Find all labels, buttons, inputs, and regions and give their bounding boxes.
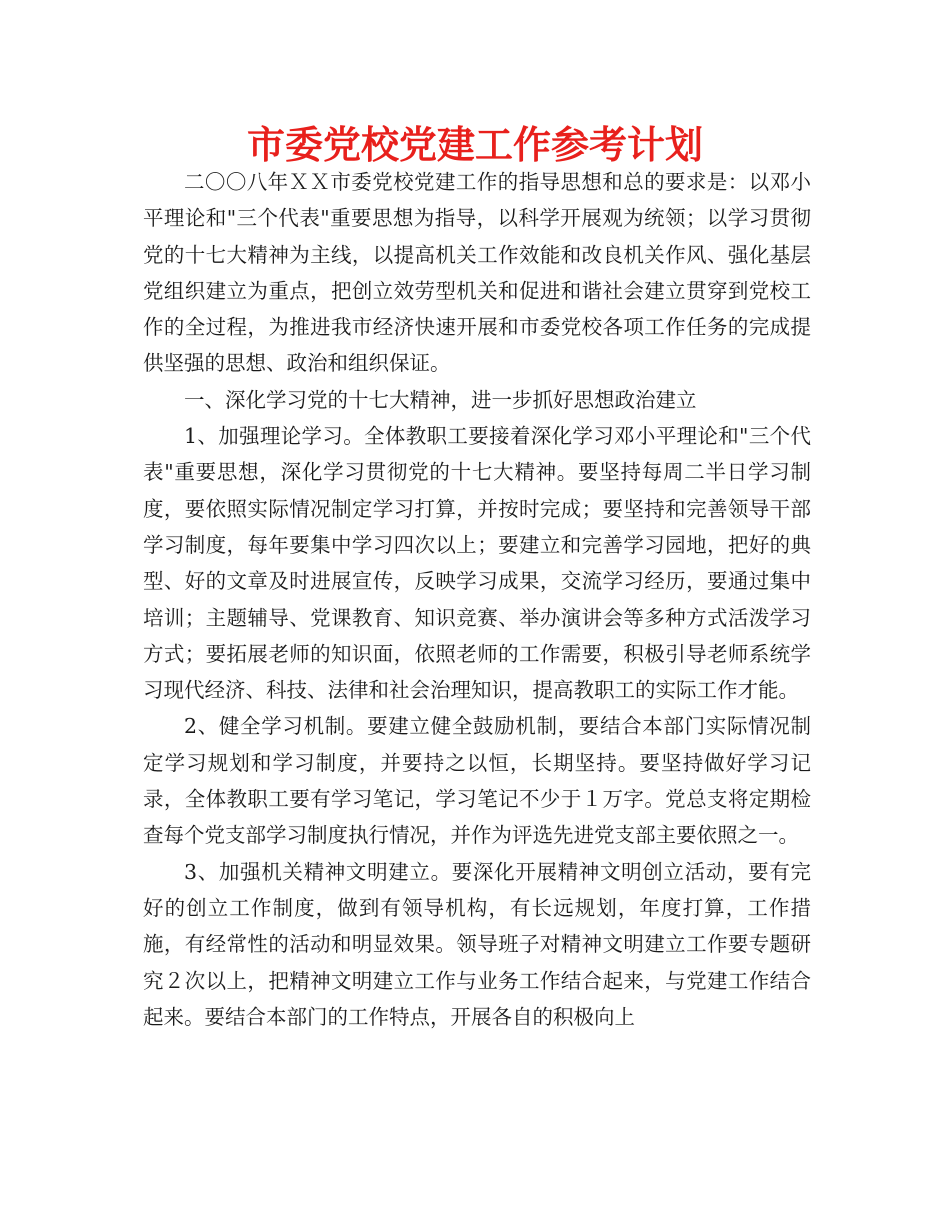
paragraph-guiding-principles: 二〇〇八年ＸＸ市委党校党建工作的指导思想和总的要求是：以邓小平理论和"三个代表"重要思想为指导，以科学开展观为统领；以学习贯彻党的十七大精神为主线，以提高机关工作效能和改良机关作风、强化基层党组织建立为重点，把创立效劳型机关和促进和谐社会建立贯穿到党校工作的全过程，为推进我市经济快速开展和市委党校各项工作任务的完成提供坚强的思想、政治和组织保证。 (143, 170, 811, 376)
section-heading-1: 一、深化学习党的十七大精神，进一步抓好思想政治建立 (184, 387, 697, 412)
paragraph-item-3: 3、加强机关精神文明建立。要深化开展精神文明创立活动，要有完好的创立工作制度，做到有领导机构，有长远规划，年度打算，工作措施，有经常性的活动和明显效果。领导班子对精神文明建立工作要专题研究２次以上，把精神文明建立工作与业务工作结合起来，与党建工作结合起来。要结合本部门的工作特点，开展各自的积极向上 (143, 859, 811, 1029)
paragraph-item-2: 2、健全学习机制。要建立健全鼓励机制，要结合本部门实际情况制定学习规划和学习制度，并要持之以恒，长期坚持。要坚持做好学习记录，全体教职工要有学习笔记，学习笔记不少于１万字。党总支将定期检查每个党支部学习制度执行情况，并作为评选先进党支部主要依照之一。 (143, 714, 811, 848)
paragraph-item-1: 1、加强理论学习。全体教职工要接着深化学习邓小平理论和"三个代表"重要思想，深化学习贯彻党的十七大精神。要坚持每周二半日学习制度，要依照实际情况制定学习打算，并按时完成；要坚持和完善领导干部学习制度，每年要集中学习四次以上；要建立和完善学习园地，把好的典型、好的文章及时进展宣传，反映学习成果，交流学习经历，要通过集中培训；主题辅导、党课教育、知识竞赛、举办演讲会等多种方式活泼学习方式；要拓展老师的知识面，依照老师的工作需要，积极引导老师系统学习现代经济、科技、法律和社会治理知识，提高教职工的实际工作才能。 (143, 424, 811, 703)
document-title: 市委党校党建工作参考计划 (246, 122, 703, 167)
document-body (143, 164, 811, 1035)
